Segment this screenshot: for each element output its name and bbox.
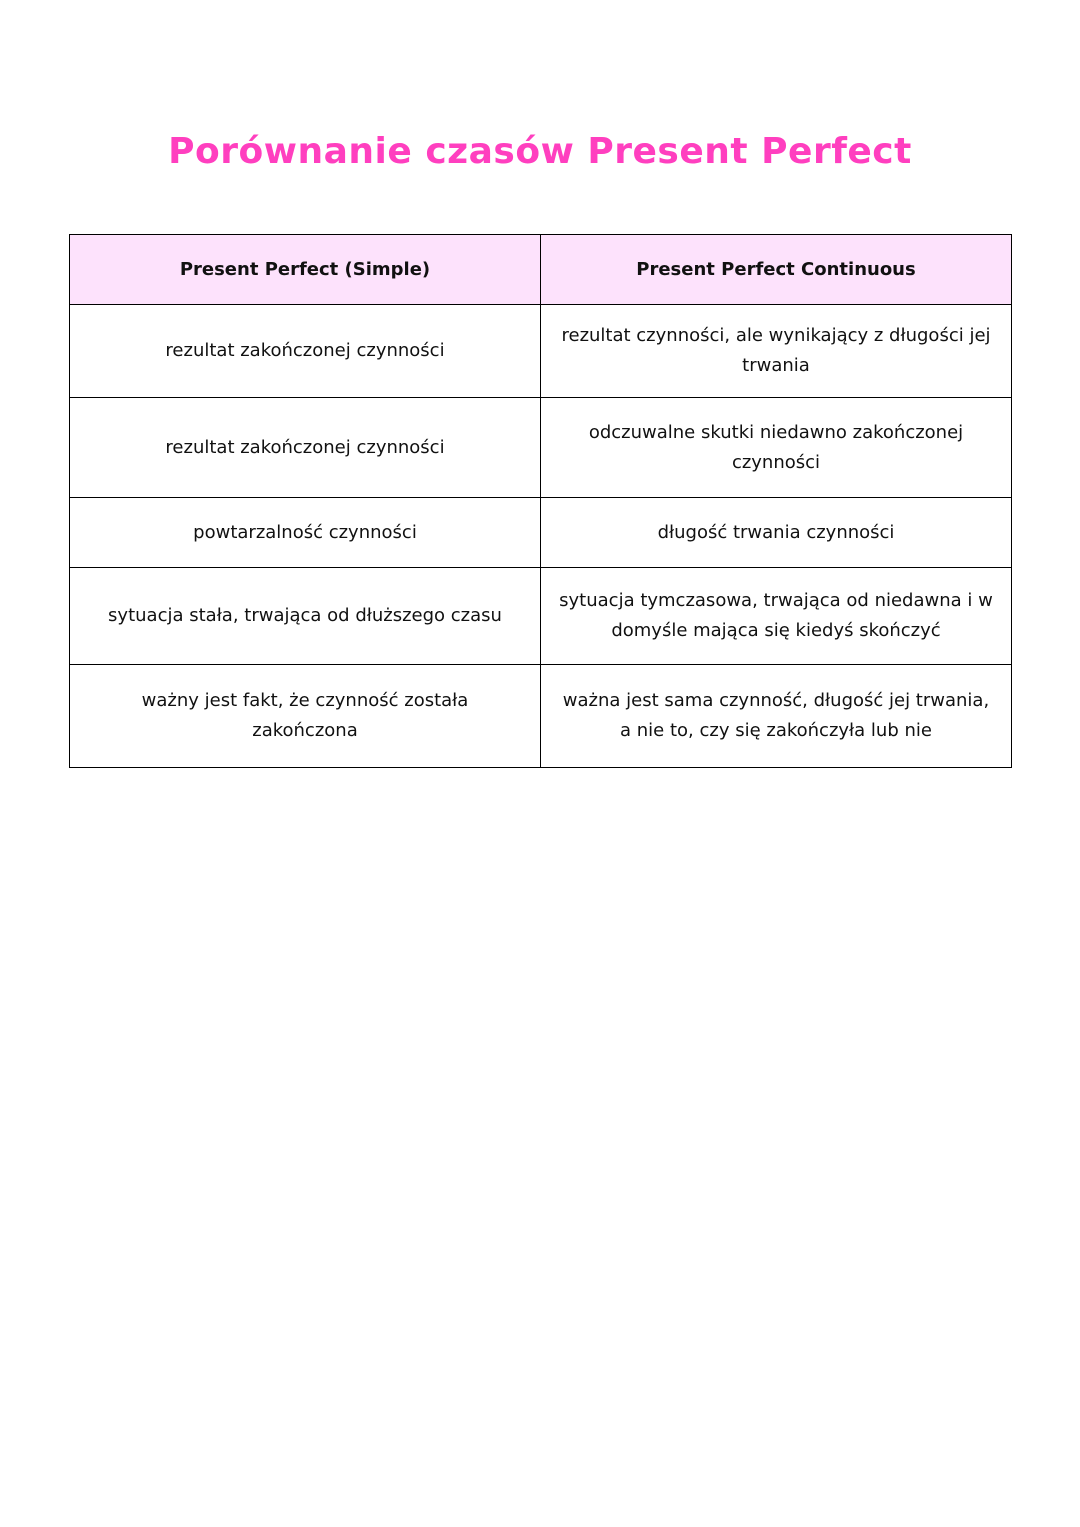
header-present-perfect-continuous: Present Perfect Continuous xyxy=(541,235,1012,305)
table-cell-simple: sytuacja stała, trwająca od dłuższego czasu xyxy=(70,568,541,665)
table-row xyxy=(70,498,1012,568)
table-cell-continuous: sytuacja tymczasowa, trwająca od niedawna i w domyśle mająca się kiedyś skończyć xyxy=(541,568,1012,665)
table-cell-continuous: długość trwania czynności xyxy=(541,498,1012,568)
table-cell-simple: powtarzalność czynności xyxy=(70,498,541,568)
table-cell-continuous: ważna jest sama czynność, długość jej trwania, a nie to, czy się zakończyła lub nie xyxy=(541,665,1012,768)
table-cell-simple: rezultat zakończonej czynności xyxy=(70,305,541,398)
header-present-perfect-simple: Present Perfect (Simple) xyxy=(70,235,541,305)
comparison-table xyxy=(69,234,1012,768)
table-cell-simple: ważny jest fakt, że czynność została zakończona xyxy=(70,665,541,768)
table-cell-continuous: rezultat czynności, ale wynikający z długości jej trwania xyxy=(541,305,1012,398)
table-row xyxy=(70,568,1012,665)
table-row xyxy=(70,305,1012,398)
table-row xyxy=(70,398,1012,498)
table-cell-continuous: odczuwalne skutki niedawno zakończonej czynności xyxy=(541,398,1012,498)
page-title: Porównanie czasów Present Perfect xyxy=(168,131,912,172)
table-row xyxy=(70,665,1012,768)
table-header-row xyxy=(70,235,1012,305)
table-cell-simple: rezultat zakończonej czynności xyxy=(70,398,541,498)
